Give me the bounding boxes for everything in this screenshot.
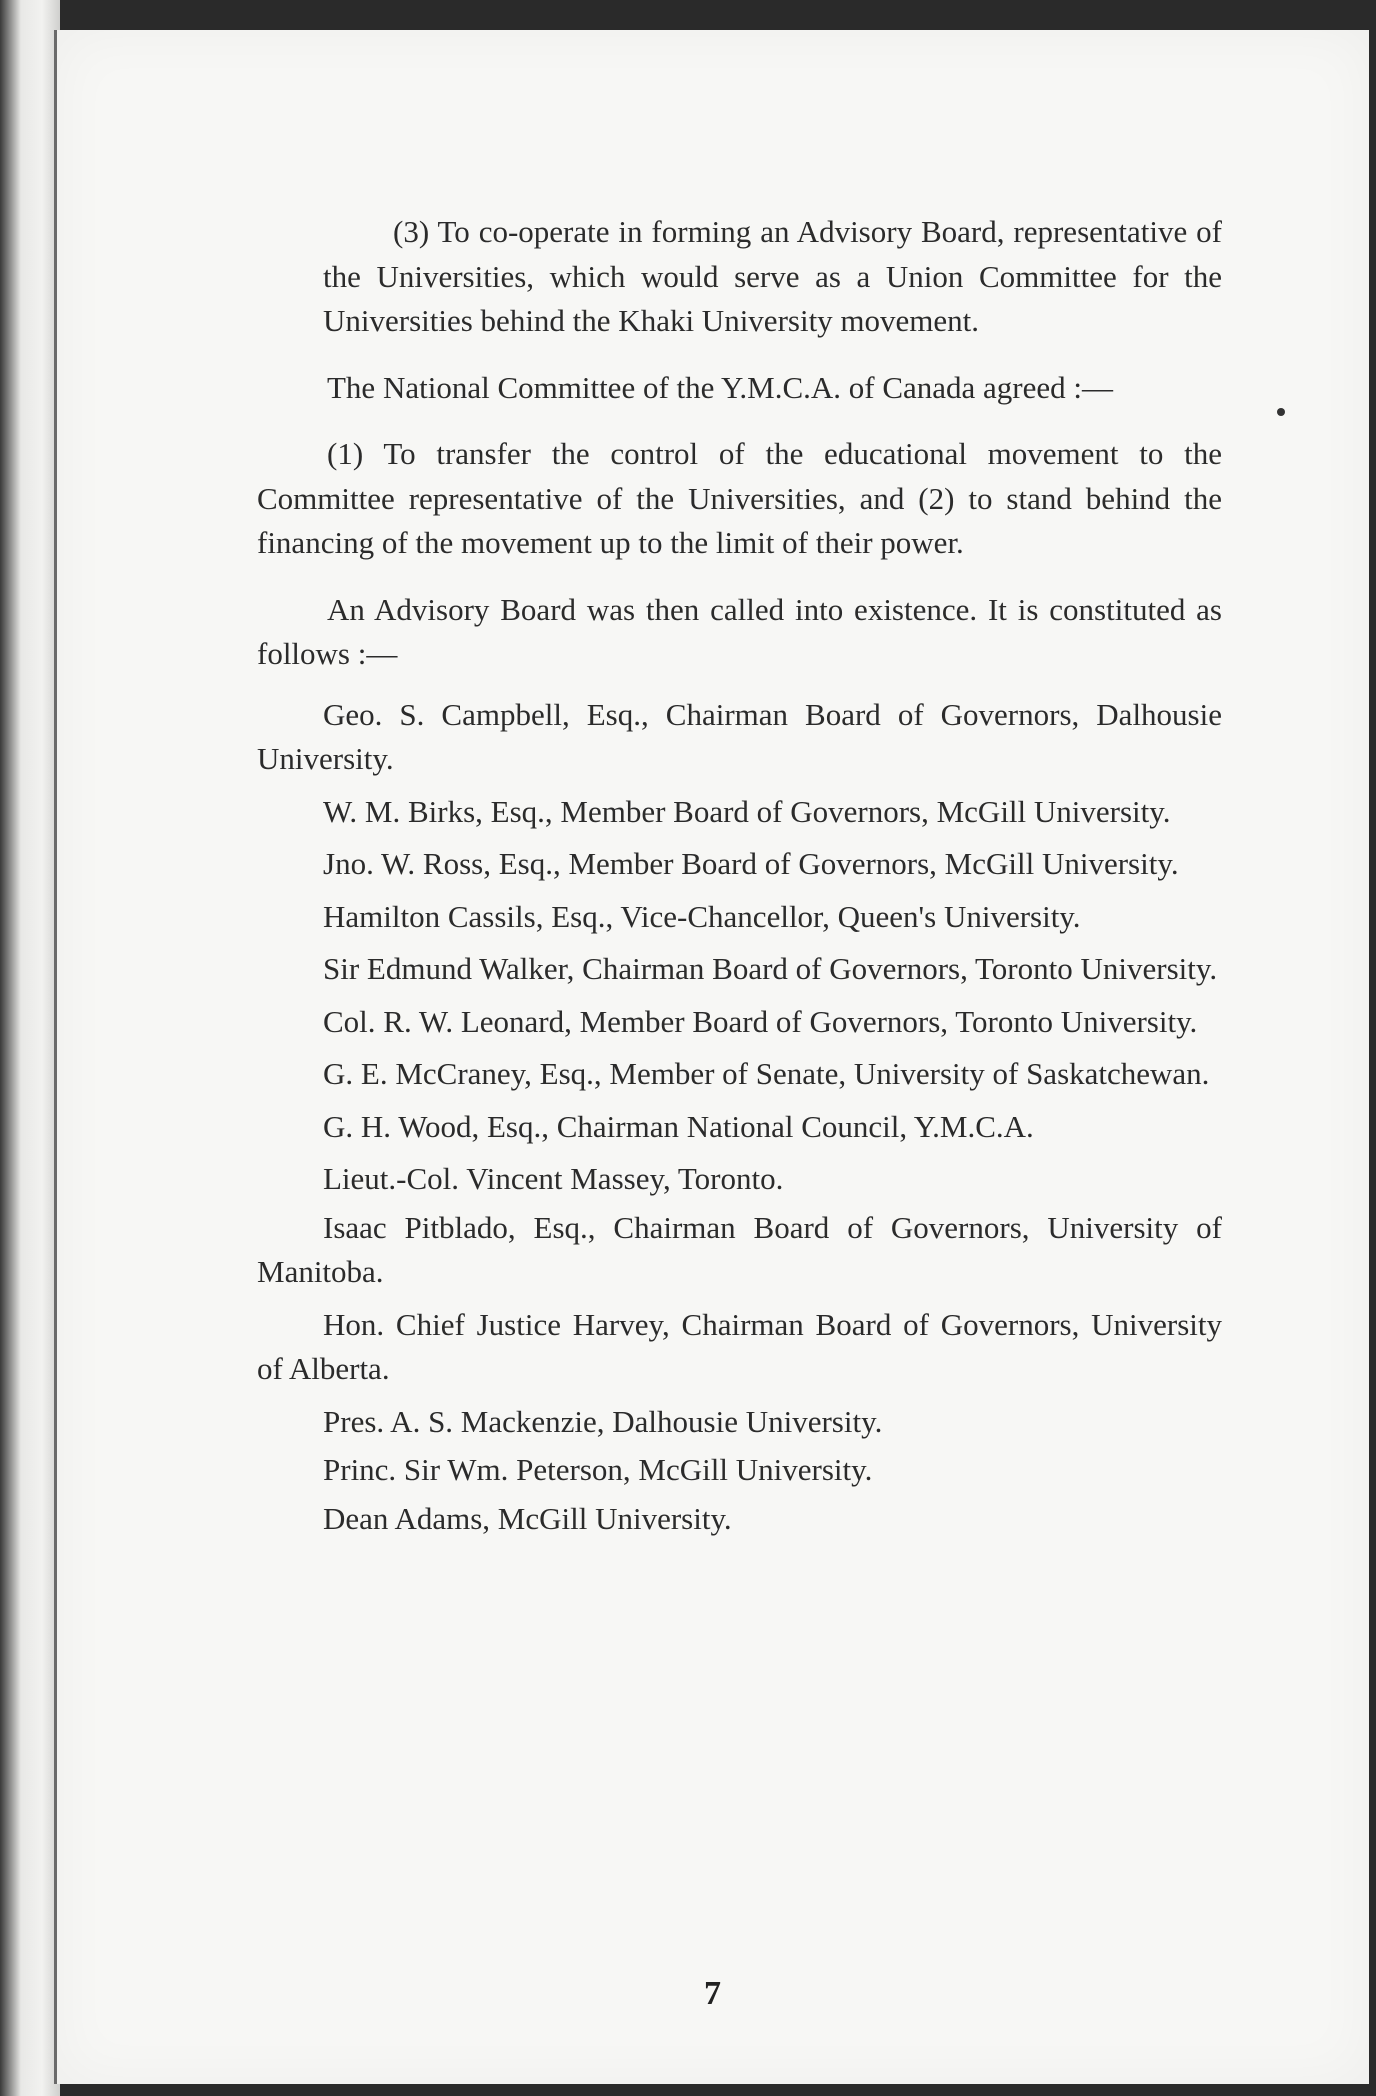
page-body: [257, 210, 1222, 1545]
paragraph-agreement: (1) To transfer the control of the educational movement to the Committee representative of the Universities, and (2) to stand behind the financing of the movement up to the limit of their power.: [257, 436, 1222, 560]
board-member-entry: Hon. Chief Justice Harvey, Chairman Board of Governors, University of Alberta.: [257, 1306, 1222, 1386]
board-member-entry: Col. R. W. Leonard, Member Board of Governors, Toronto University.: [323, 1003, 1198, 1039]
board-member-entry: Lieut.-Col. Vincent Massey, Toronto.: [323, 1161, 784, 1196]
paragraph-national-committee: The National Committee of the Y.M.C.A. of Canada agreed :—: [327, 369, 1114, 405]
paragraph-item-3: (3) To co-operate in forming an Advisory Board, representative of the Universities, which would serve as a Union Committee for the Universities behind the Khaki University movement.: [323, 214, 1222, 338]
board-member-entry: Princ. Sir Wm. Peterson, McGill University.: [323, 1452, 873, 1487]
board-member-entry: Isaac Pitblado, Esq., Chairman Board of Governors, University of Manitoba.: [257, 1209, 1222, 1289]
board-member-entry: Hamilton Cassils, Esq., Vice-Chancellor, Queen's University.: [323, 898, 1081, 934]
board-member-entry: Pres. A. S. Mackenzie, Dalhousie University.: [323, 1403, 883, 1439]
board-member-entry: G. E. McCraney, Esq., Member of Senate, University of Saskatchewan.: [323, 1056, 1210, 1091]
board-member-entry: G. H. Wood, Esq., Chairman National Council, Y.M.C.A.: [323, 1108, 1034, 1144]
board-member-entry: Geo. S. Campbell, Esq., Chairman Board of Governors, Dalhousie University.: [257, 696, 1222, 776]
document-page: [54, 30, 1369, 2084]
scan-edge: [0, 0, 60, 2096]
board-member-entry: Jno. W. Ross, Esq., Member Board of Governors, McGill University.: [323, 846, 1179, 881]
page-number: 7: [704, 1975, 722, 2012]
scan-speck: [1277, 408, 1285, 416]
board-member-entry: Sir Edmund Walker, Chairman Board of Governors, Toronto University.: [323, 951, 1218, 986]
board-member-list: [257, 693, 1222, 1542]
board-member-entry: W. M. Birks, Esq., Member Board of Governors, McGill University.: [323, 793, 1171, 829]
board-member-entry: Dean Adams, McGill University.: [323, 1500, 732, 1536]
paragraph-advisory-board: An Advisory Board was then called into existence. It is constituted as follows :—: [257, 591, 1222, 671]
